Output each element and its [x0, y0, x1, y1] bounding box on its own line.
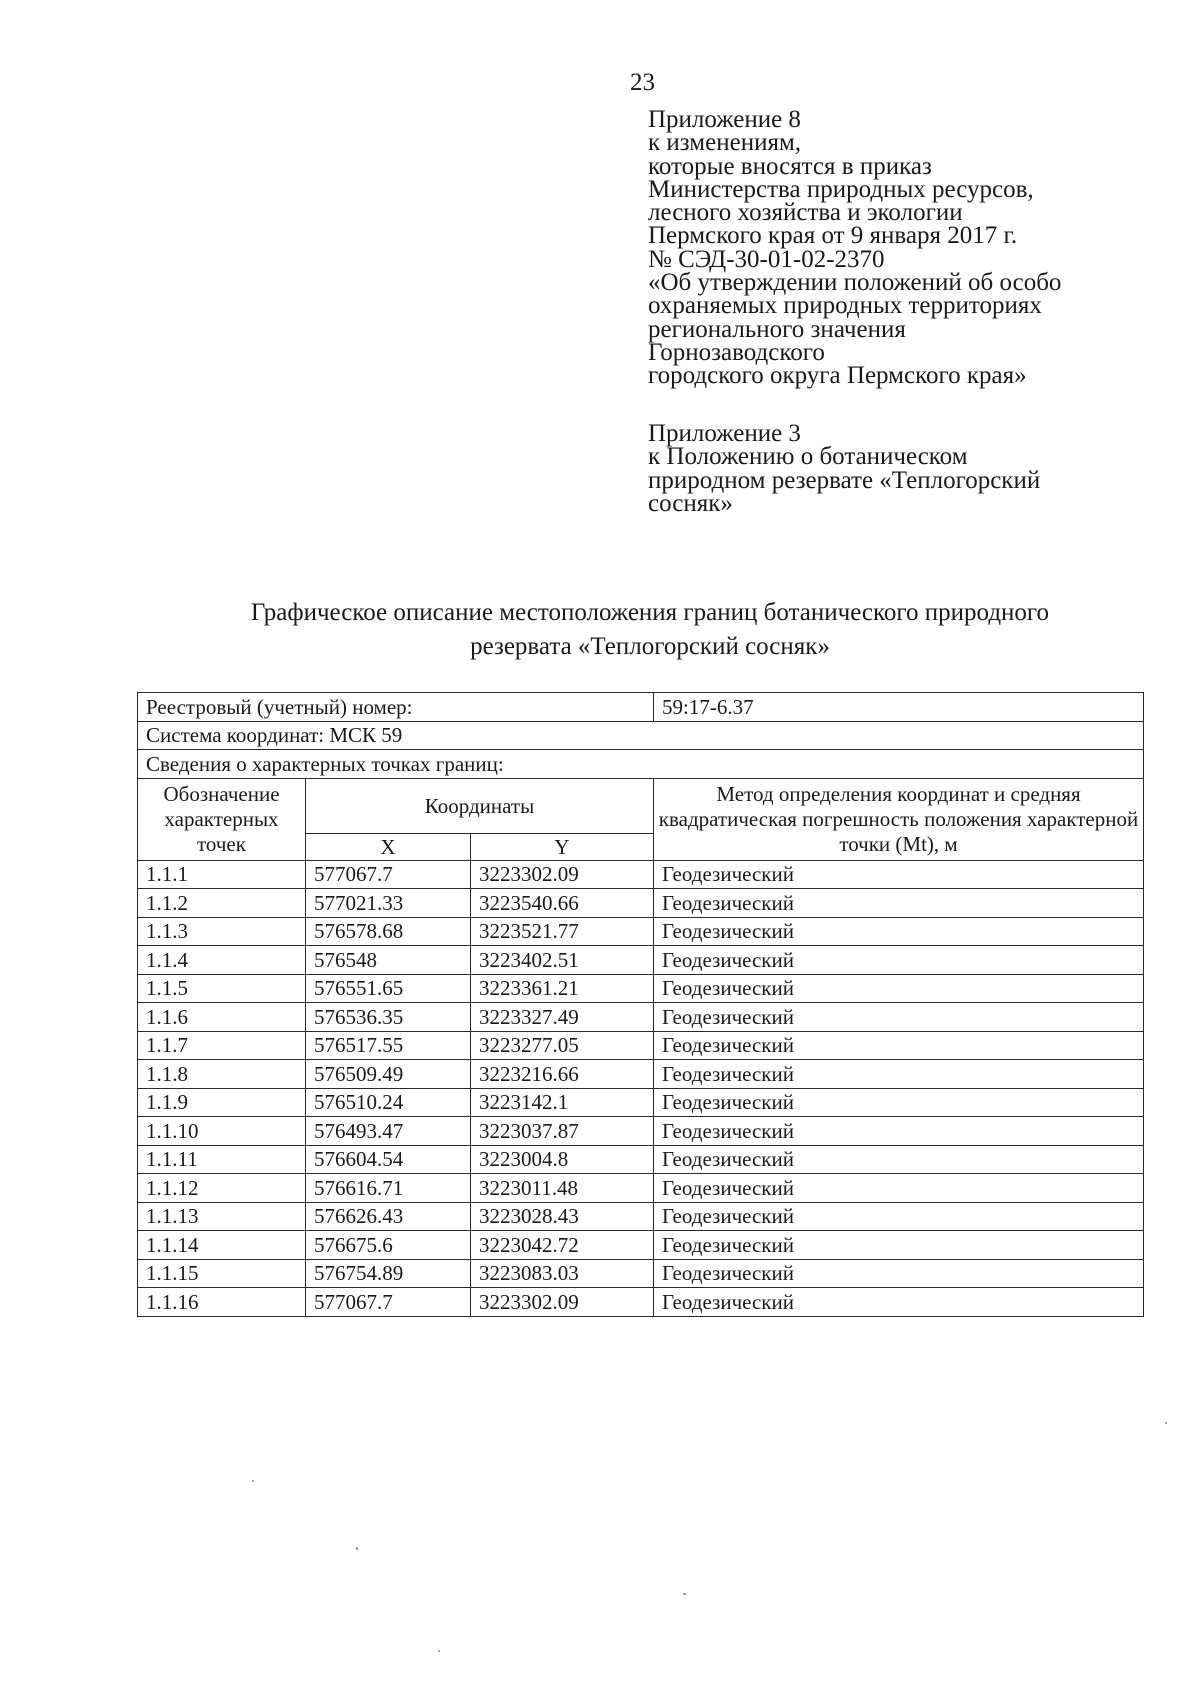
cell-x: 576675.6 [306, 1231, 471, 1260]
col-header-point: Обозначение характерных точек [138, 778, 306, 860]
text-line: которые вносятся в приказ [648, 152, 932, 180]
col-header-x: X [306, 833, 471, 860]
cell-y: 3223011.48 [471, 1174, 654, 1203]
cell-method: Геодезический [654, 917, 1144, 946]
scan-speckle [438, 1650, 440, 1652]
coord-system-row [138, 721, 1144, 750]
cell-y: 3223302.09 [471, 860, 654, 889]
cell-method: Геодезический [654, 974, 1144, 1003]
annex-8-header [648, 108, 1168, 388]
text-line: регионального значения [648, 315, 906, 343]
text-line: лесного хозяйства и экологии [648, 199, 963, 227]
cell-point: 1.1.7 [138, 1031, 306, 1060]
registry-row [138, 693, 1144, 722]
cell-x: 576578.68 [306, 917, 471, 946]
col-header-method: Метод определения координат и средняя квадратическая погрешность положения характерной точки (Mt), м [654, 778, 1144, 860]
table-row [138, 1202, 1144, 1231]
cell-y: 3223083.03 [471, 1259, 654, 1288]
table-row [138, 1088, 1144, 1117]
text-line: Графическое описание местоположения границ ботанического природного [250, 599, 1050, 626]
cell-point: 1.1.10 [138, 1117, 306, 1146]
cell-x: 576626.43 [306, 1202, 471, 1231]
annex-3-header [648, 422, 1168, 515]
table-row [138, 1060, 1144, 1089]
cell-method: Геодезический [654, 1259, 1144, 1288]
cell-method: Геодезический [654, 1174, 1144, 1203]
text-line: Приложение 3 [648, 420, 801, 447]
text-line: Горнозаводского [648, 338, 825, 366]
cell-point: 1.1.8 [138, 1060, 306, 1089]
cell-method: Геодезический [654, 1117, 1144, 1146]
table-row [138, 1117, 1144, 1146]
cell-x: 577067.7 [306, 860, 471, 889]
cell-point: 1.1.9 [138, 1088, 306, 1117]
cell-method: Геодезический [654, 946, 1144, 975]
table-row [138, 1288, 1144, 1317]
cell-y: 3223361.21 [471, 974, 654, 1003]
coord-system: Система координат: МСК 59 [138, 721, 1144, 750]
cell-y: 3223277.05 [471, 1031, 654, 1060]
document-title [150, 596, 1150, 664]
cell-y: 3223142.1 [471, 1088, 654, 1117]
table-row [138, 860, 1144, 889]
cell-x: 576536.35 [306, 1003, 471, 1032]
cell-point: 1.1.16 [138, 1288, 306, 1317]
cell-method: Геодезический [654, 1088, 1144, 1117]
table-row [138, 1259, 1144, 1288]
text-line: городского округа Пермского края» [648, 362, 1027, 390]
cell-point: 1.1.1 [138, 860, 306, 889]
scan-speckle [356, 1547, 358, 1550]
registry-value: 59:17-6.37 [654, 693, 1144, 722]
cell-point: 1.1.6 [138, 1003, 306, 1032]
cell-point: 1.1.11 [138, 1145, 306, 1174]
cell-y: 3223302.09 [471, 1288, 654, 1317]
table-row [138, 974, 1144, 1003]
text-line: к Положению о ботаническом [648, 443, 968, 471]
text-line: Министерства природных ресурсов, [648, 175, 1034, 203]
cell-x: 577067.7 [306, 1288, 471, 1317]
cell-x: 576517.55 [306, 1031, 471, 1060]
scan-speckle [683, 1593, 686, 1595]
cell-method: Геодезический [654, 1060, 1144, 1089]
cell-method: Геодезический [654, 1031, 1144, 1060]
scan-speckle [1165, 1422, 1167, 1424]
cell-x: 576604.54 [306, 1145, 471, 1174]
text-line: резервата «Теплогорский сосняк» [470, 633, 830, 660]
cell-x: 576509.49 [306, 1060, 471, 1089]
cell-x: 576548 [306, 946, 471, 975]
table-row [138, 1031, 1144, 1060]
cell-point: 1.1.4 [138, 946, 306, 975]
table-row [138, 917, 1144, 946]
cell-method: Геодезический [654, 1231, 1144, 1260]
cell-method: Геодезический [654, 1003, 1144, 1032]
cell-x: 576493.47 [306, 1117, 471, 1146]
cell-y: 3223216.66 [471, 1060, 654, 1089]
text-line: охраняемых природных территориях [648, 292, 1042, 320]
cell-point: 1.1.12 [138, 1174, 306, 1203]
table-row [138, 1174, 1144, 1203]
text-line: сосняк» [648, 489, 733, 517]
text-line: № СЭД-30-01-02-2370 [648, 245, 885, 273]
text-line: «Об утверждении положений об особо [648, 269, 1062, 297]
registry-label: Реестровый (учетный) номер: [138, 693, 654, 722]
cell-point: 1.1.5 [138, 974, 306, 1003]
cell-x: 576551.65 [306, 974, 471, 1003]
cell-method: Геодезический [654, 860, 1144, 889]
cell-y: 3223037.87 [471, 1117, 654, 1146]
cell-x: 576616.71 [306, 1174, 471, 1203]
col-header-y: Y [471, 833, 654, 860]
cell-y: 3223042.72 [471, 1231, 654, 1260]
cell-y: 3223402.51 [471, 946, 654, 975]
boundary-points-table [137, 692, 1144, 1317]
points-info-row [138, 750, 1144, 779]
col-header-coordinates: Координаты [306, 778, 654, 833]
table-row [138, 1231, 1144, 1260]
cell-x: 576754.89 [306, 1259, 471, 1288]
cell-point: 1.1.3 [138, 917, 306, 946]
cell-point: 1.1.2 [138, 889, 306, 918]
page-number: 23 [630, 69, 655, 96]
cell-y: 3223521.77 [471, 917, 654, 946]
scan-speckle [252, 1480, 254, 1482]
text-line: природном резервате «Теплогорский [648, 466, 1041, 494]
table-row [138, 889, 1144, 918]
cell-point: 1.1.14 [138, 1231, 306, 1260]
cell-method: Геодезический [654, 1288, 1144, 1317]
text-line: Приложение 8 [648, 106, 801, 133]
text-line: Пермского края от 9 января 2017 г. [648, 222, 1018, 250]
table-row [138, 1145, 1144, 1174]
cell-point: 1.1.15 [138, 1259, 306, 1288]
table-row [138, 1003, 1144, 1032]
cell-method: Геодезический [654, 1145, 1144, 1174]
text-line: к изменениям, [648, 129, 802, 157]
cell-point: 1.1.13 [138, 1202, 306, 1231]
points-info: Сведения о характерных точках границ: [138, 750, 1144, 779]
cell-y: 3223327.49 [471, 1003, 654, 1032]
cell-y: 3223028.43 [471, 1202, 654, 1231]
cell-method: Геодезический [654, 889, 1144, 918]
cell-x: 577021.33 [306, 889, 471, 918]
cell-y: 3223004.8 [471, 1145, 654, 1174]
cell-x: 576510.24 [306, 1088, 471, 1117]
table-row [138, 946, 1144, 975]
cell-y: 3223540.66 [471, 889, 654, 918]
table-header-row [138, 778, 1144, 833]
cell-method: Геодезический [654, 1202, 1144, 1231]
